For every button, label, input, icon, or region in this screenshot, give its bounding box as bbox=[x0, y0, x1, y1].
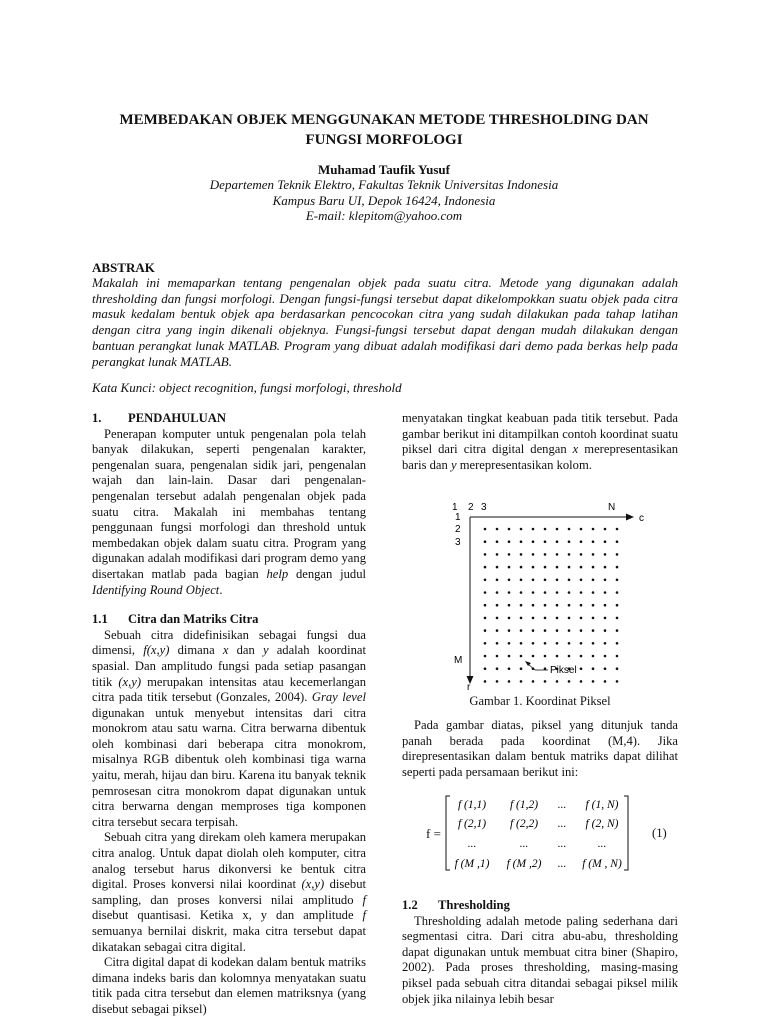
pixel-dot bbox=[592, 553, 595, 556]
pixel-dot bbox=[568, 553, 571, 556]
affiliation-line-1: Departemen Teknik Elektro, Fakultas Teknik Universitas Indonesia bbox=[209, 177, 559, 192]
pixel-dot bbox=[592, 591, 595, 594]
pixel-dot bbox=[496, 604, 499, 607]
col-label-2: 2 bbox=[468, 502, 474, 513]
pixel-dot bbox=[604, 604, 607, 607]
author-name: Muhamad Taufik Yusuf bbox=[318, 162, 450, 177]
pixel-dot bbox=[496, 680, 499, 683]
col-label-3: 3 bbox=[481, 502, 487, 513]
pixel-dot bbox=[508, 667, 511, 670]
matrix-cell: f (2,2) bbox=[509, 818, 539, 830]
text-run: Sebuah citra yang direkam oleh kamera merupakan citra analog. Untuk dapat diolah oleh komputer, citra analog tersebut harus dikonversi ke bentuk citra digital. Proses konversi nilai koordinat bbox=[92, 830, 366, 892]
pixel-dot bbox=[544, 629, 547, 632]
pixel-dot bbox=[484, 591, 487, 594]
pixel-dot bbox=[568, 579, 571, 582]
pixel-dot bbox=[604, 591, 607, 594]
pixel-dot bbox=[580, 591, 583, 594]
abstract-text: Makalah ini memaparkan tentang pengenalan objek pada suatu citra. Metode yang digunakan adalah thresholding dan fungsi morfologi. Dengan fungsi-fungsi tersebut dapat dikelompokkan suatu objek pada citra masuk kedalam bentuk objek apa berdasarkan pencocokan citra yang sudah dilakukan pada tahap latihan dengan citra yang ingin dikenali objeknya. Fungsi-fungsi tersebut dapat dengan mudah dilakukan dengan bantuan perangkat lunak MATLAB. Program yang dibuat adalah modifikasi dari demo pada berkas help pada perangkat lunak MATLAB. bbox=[92, 275, 678, 369]
pixel-dot bbox=[568, 655, 571, 658]
section-title: Thresholding bbox=[438, 898, 510, 912]
pixel-dot bbox=[496, 553, 499, 556]
pixel-dot bbox=[484, 667, 487, 670]
text-run: f bbox=[362, 892, 366, 907]
pixel-dot bbox=[496, 617, 499, 620]
pixel-dot bbox=[496, 591, 499, 594]
pixel-dot bbox=[484, 680, 487, 683]
pixel-dot bbox=[508, 579, 511, 582]
pixel-dot bbox=[496, 540, 499, 543]
pixel-dot bbox=[604, 553, 607, 556]
pixel-dot bbox=[616, 629, 619, 632]
matrix-cell: f (1, N) bbox=[585, 799, 619, 811]
pixel-dot bbox=[604, 667, 607, 670]
text-run: disebut quantisasi. Ketika x, y dan amplitude bbox=[92, 908, 363, 923]
matrix-cells bbox=[455, 799, 622, 870]
pixel-dot bbox=[556, 579, 559, 582]
pixel-dot bbox=[484, 579, 487, 582]
text-run: merepresentasikan baris dan bbox=[402, 442, 678, 472]
pixel-dot bbox=[592, 680, 595, 683]
pixel-dot bbox=[616, 667, 619, 670]
pixel-dot bbox=[556, 680, 559, 683]
pixel-dot bbox=[556, 617, 559, 620]
pixel-dot bbox=[616, 566, 619, 569]
pixel-dot bbox=[544, 642, 547, 645]
pixel-dot bbox=[484, 540, 487, 543]
pixel-dot bbox=[592, 655, 595, 658]
pixel-dot bbox=[580, 528, 583, 531]
pixel-dot bbox=[556, 604, 559, 607]
section-1-2-heading bbox=[402, 898, 678, 914]
pixel-dot bbox=[580, 566, 583, 569]
pixel-dot bbox=[592, 604, 595, 607]
pixel-dot bbox=[508, 680, 511, 683]
pixel-dot bbox=[508, 629, 511, 632]
pixel-dot bbox=[484, 629, 487, 632]
keywords: Kata Kunci: object recognition, fungsi morfologi, threshold bbox=[92, 380, 402, 395]
matrix-cell: ... bbox=[597, 838, 607, 850]
pixel-dot bbox=[604, 566, 607, 569]
pixel-dot bbox=[592, 642, 595, 645]
pixel-dot bbox=[568, 566, 571, 569]
title-line-1: MEMBEDAKAN OBJEK MENGGUNAKAN METODE THRESHOLDING DAN bbox=[119, 112, 649, 128]
text-run: merupakan intensitas atau kecemerlangan citra pada titik tersebut (Gonzales, 2004). bbox=[92, 674, 366, 705]
pixel-dot bbox=[520, 579, 523, 582]
pixel-dot bbox=[544, 680, 547, 683]
pixel-dot bbox=[616, 591, 619, 594]
pixel-dot bbox=[484, 642, 487, 645]
pixel-dot bbox=[604, 528, 607, 531]
text-run: semuanya bernilai diskrit, maka citra tersebut dapat dikatakan sebagai citra digital. bbox=[92, 924, 366, 954]
pixel-dot bbox=[508, 642, 511, 645]
pixel-dot bbox=[520, 540, 523, 543]
pixel-dot bbox=[604, 579, 607, 582]
pixel-dot bbox=[616, 617, 619, 620]
pixel-dot bbox=[496, 642, 499, 645]
paragraph: Thresholding adalah metode paling sederhana dari segmentasi citra. Dari citra abu-abu, thresholding dapat digunakan untuk membuat citra biner (Shapiro, 2002). Pada proses thresholding, masing-masing piksel pada sebuah citra ditandai sebagai piksel milik objek jika nilainya lebih besar bbox=[402, 913, 678, 1006]
paragraph: Pada gambar diatas, piksel yang ditunjuk tanda panah berada pada koordinat (M,4). Jika direpresentasikan dalam bentuk matriks dapat dilihat seperti pada persamaan berikut ini: bbox=[402, 718, 678, 779]
pixel-dot bbox=[616, 579, 619, 582]
pixel-dot bbox=[532, 642, 535, 645]
row-label-1: 1 bbox=[455, 512, 461, 523]
pixel-dot bbox=[544, 617, 547, 620]
pixel-dot bbox=[580, 617, 583, 620]
pixel-dot bbox=[616, 655, 619, 658]
text-run: merepresentasikan kolom. bbox=[456, 457, 592, 472]
pixel-dot bbox=[580, 680, 583, 683]
right-column-para-2 bbox=[402, 718, 678, 780]
section-number: 1.1 bbox=[92, 612, 108, 627]
pixel-dot bbox=[592, 540, 595, 543]
pixel-dot bbox=[592, 579, 595, 582]
pixel-dot bbox=[580, 667, 583, 670]
text-run: Identifying Round Object bbox=[92, 582, 220, 597]
pixel-dot bbox=[508, 553, 511, 556]
matrix-cell: ... bbox=[557, 858, 567, 870]
pixel-dot bbox=[484, 553, 487, 556]
pixel-dot bbox=[520, 604, 523, 607]
text-run: Penerapan komputer untuk pengenalan pola telah banyak dilakukan, seperti pengenalan karakter, pengenalan suara, pengenalan sidik jari, pengenalan wajah dan lain-lain. Dasar dari pengenalan-pengenalan tersebut adalah pengenalan objek pada suatu citra. Makalah ini membahas tentang penggunaan fungsi morfologi dan threshold untuk membedakan objek dalam suatu citra. Program yang digunakan adalah modifikasi dari program demo yang disertakan matlab pada bagian bbox=[92, 426, 366, 581]
column-axis-arrowhead bbox=[626, 514, 634, 521]
pixel-dot bbox=[592, 528, 595, 531]
pointer-arrowhead bbox=[525, 661, 531, 666]
pixel-dot bbox=[568, 528, 571, 531]
pixel-dot bbox=[532, 604, 535, 607]
pixel-dot bbox=[508, 566, 511, 569]
row-label-2: 2 bbox=[455, 524, 461, 535]
pixel-dot bbox=[508, 604, 511, 607]
right-column-intro bbox=[402, 411, 678, 473]
pixel-dot bbox=[604, 680, 607, 683]
pixel-dot bbox=[616, 642, 619, 645]
text-run: Sebuah citra didefinisikan sebagai fungsi dua dimensi, bbox=[92, 627, 366, 658]
pixel-dot bbox=[520, 566, 523, 569]
text-run: disebut sampling, dan proses konversi nilai amplitudo bbox=[92, 877, 366, 907]
pixel-label: Piksel bbox=[550, 665, 577, 676]
matrix-cell: f (M , N) bbox=[582, 858, 622, 870]
pixel-dot bbox=[556, 553, 559, 556]
paragraph bbox=[92, 628, 366, 831]
pixel-dot bbox=[592, 667, 595, 670]
pixel-dot bbox=[604, 642, 607, 645]
col-label-n: N bbox=[608, 502, 616, 513]
pixel-dot bbox=[616, 528, 619, 531]
pixel-dot bbox=[556, 540, 559, 543]
pixel-dot bbox=[484, 528, 487, 531]
pixel-coordinate-figure bbox=[440, 496, 660, 692]
text-run: f bbox=[362, 908, 366, 923]
pixel-dot bbox=[568, 629, 571, 632]
author-email: E-mail: klepitom@yahoo.com bbox=[305, 208, 463, 223]
pixel-dot bbox=[496, 566, 499, 569]
pixel-dot bbox=[580, 655, 583, 658]
pixel-dot bbox=[496, 629, 499, 632]
pixel-dot bbox=[544, 540, 547, 543]
text-run: . bbox=[219, 582, 223, 597]
pixel-dot bbox=[604, 540, 607, 543]
left-bracket bbox=[446, 796, 450, 870]
matrix-cell: ... bbox=[557, 799, 567, 811]
right-column-section-1-2 bbox=[402, 898, 678, 1007]
pixel-dot bbox=[580, 553, 583, 556]
matrix-cell: ... bbox=[557, 838, 567, 850]
pixel-dot bbox=[520, 642, 523, 645]
col-label-1: 1 bbox=[452, 502, 458, 513]
section-1-heading bbox=[92, 411, 366, 427]
text-run: Gray level bbox=[311, 690, 366, 705]
section-number: 1. bbox=[92, 411, 102, 425]
abstract-heading: ABSTRAK bbox=[92, 260, 155, 275]
pixel-dot bbox=[520, 591, 523, 594]
pixel-dot bbox=[592, 617, 595, 620]
row-label-m: M bbox=[454, 655, 463, 666]
pixel-dot bbox=[568, 540, 571, 543]
text-run: dimana bbox=[169, 643, 223, 658]
right-bracket bbox=[624, 796, 628, 870]
pixel-dot bbox=[580, 642, 583, 645]
pixel-dot bbox=[520, 553, 523, 556]
pixel-dot bbox=[580, 540, 583, 543]
pixel-dot bbox=[568, 604, 571, 607]
pixel-dot bbox=[604, 617, 607, 620]
equation-number: (1) bbox=[652, 826, 667, 840]
pixel-dot bbox=[496, 528, 499, 531]
pixel-dot bbox=[616, 540, 619, 543]
pixel-dot bbox=[592, 566, 595, 569]
paragraph bbox=[92, 427, 366, 599]
pixel-dot bbox=[568, 642, 571, 645]
pixel-dot bbox=[544, 655, 547, 658]
pixel-dot bbox=[544, 528, 547, 531]
matrix-cell: f (2, N) bbox=[585, 818, 619, 830]
pixel-dot bbox=[544, 591, 547, 594]
section-1-1-heading bbox=[92, 612, 366, 628]
pixel-dot bbox=[508, 528, 511, 531]
pixel-dot bbox=[520, 629, 523, 632]
pixel-dot bbox=[592, 629, 595, 632]
paper-title bbox=[60, 110, 708, 150]
text-run: x bbox=[572, 442, 579, 457]
pixel-dot bbox=[568, 680, 571, 683]
col-axis-label: c bbox=[639, 513, 644, 524]
pixel-grid bbox=[484, 528, 619, 683]
pixel-dot bbox=[580, 604, 583, 607]
matrix-equation bbox=[444, 794, 638, 872]
section-title: Citra dan Matriks Citra bbox=[128, 612, 259, 627]
matrix-cell: ... bbox=[557, 818, 567, 830]
pixel-dot bbox=[556, 591, 559, 594]
pixel-dot bbox=[580, 579, 583, 582]
pixel-dot bbox=[508, 591, 511, 594]
text-run: y bbox=[450, 457, 457, 472]
pixel-dot bbox=[532, 528, 535, 531]
matrix-cell: ... bbox=[467, 838, 477, 850]
pixel-dot bbox=[544, 553, 547, 556]
pixel-dot bbox=[484, 617, 487, 620]
section-title: PENDAHULUAN bbox=[128, 411, 226, 425]
pixel-dot bbox=[544, 579, 547, 582]
matrix-cell: ... bbox=[519, 838, 529, 850]
title-line-2: FUNGSI MORFOLOGI bbox=[305, 132, 463, 148]
text-run: menyatakan tingkat keabuan pada titik tersebut. Pada gambar berikut ini ditampilkan contoh koordinat suatu piksel dari citra digital dengan bbox=[402, 411, 678, 457]
affiliation-line-2: Kampus Baru UI, Depok 16424, Indonesia bbox=[272, 192, 496, 208]
pixel-dot bbox=[520, 528, 523, 531]
text-run: (x,y) bbox=[118, 674, 142, 689]
matrix-cell: f (2,1) bbox=[457, 818, 487, 830]
text-run: f(x,y) bbox=[143, 643, 170, 658]
matrix-cell: f (1,1) bbox=[457, 799, 487, 811]
pixel-dot bbox=[484, 604, 487, 607]
pixel-dot bbox=[508, 540, 511, 543]
pixel-dot bbox=[496, 579, 499, 582]
pixel-dot bbox=[520, 617, 523, 620]
figure-caption: Gambar 1. Koordinat Piksel bbox=[469, 694, 611, 708]
paragraph bbox=[92, 830, 366, 955]
paragraph bbox=[402, 411, 678, 473]
pixel-dot bbox=[520, 667, 523, 670]
pixel-dot bbox=[616, 553, 619, 556]
pixel-dot bbox=[616, 680, 619, 683]
pixel-dot bbox=[520, 655, 523, 658]
pixel-dot bbox=[532, 629, 535, 632]
pixel-dot bbox=[532, 566, 535, 569]
matrix-cell: f (M ,1) bbox=[454, 858, 490, 870]
pixel-dot bbox=[544, 604, 547, 607]
text-run: (x,y) bbox=[301, 877, 325, 892]
section-number: 1.2 bbox=[402, 898, 418, 912]
matrix-cell: f (1,2) bbox=[509, 799, 539, 811]
pixel-dot bbox=[496, 667, 499, 670]
pixel-dot bbox=[508, 655, 511, 658]
pixel-dot bbox=[508, 617, 511, 620]
pixel-dot bbox=[484, 566, 487, 569]
pixel-dot bbox=[532, 617, 535, 620]
affiliation bbox=[60, 177, 708, 224]
pixel-dot bbox=[568, 591, 571, 594]
pixel-dot bbox=[604, 655, 607, 658]
equation-lhs: f = bbox=[426, 826, 441, 841]
pixel-dot bbox=[568, 617, 571, 620]
row-axis-label: r bbox=[467, 682, 471, 692]
text-run: dan bbox=[228, 643, 263, 658]
pixel-dot bbox=[616, 604, 619, 607]
pixel-dot bbox=[556, 528, 559, 531]
pixel-dot bbox=[532, 655, 535, 658]
pixel-dot bbox=[604, 629, 607, 632]
pixel-dot bbox=[556, 655, 559, 658]
pixel-dot bbox=[544, 566, 547, 569]
pixel-dot bbox=[580, 629, 583, 632]
text-run: digunakan untuk menyebut intensitas dari citra monokrom atau satu warna. Citra berwarna dibentuk oleh kombinasi dari beberapa citra monokrom, misalnya RGB dibentuk oleh kombinasi tiga warna yaitu, merah, hijau dan biru. Karena itu banyak teknik pemrosesan citra monokrom dapat digunakan untuk citra berwarna dengan memproses tiga komponen citra tersebut secara terpisah. bbox=[92, 705, 366, 829]
text-run: y bbox=[262, 643, 269, 658]
text-run: help bbox=[266, 566, 289, 581]
pixel-dot bbox=[484, 655, 487, 658]
pixel-dot bbox=[520, 680, 523, 683]
left-column bbox=[92, 411, 366, 1018]
pixel-dot bbox=[532, 540, 535, 543]
pixel-dot bbox=[532, 680, 535, 683]
pixel-dot bbox=[556, 629, 559, 632]
pixel-dot bbox=[496, 655, 499, 658]
text-run: adalah koordinat spasial. Dan amplitudo fungsi pada setiap pasangan titik bbox=[92, 643, 366, 689]
pixel-dot bbox=[556, 566, 559, 569]
row-label-3: 3 bbox=[455, 537, 461, 548]
paragraph: Citra digital dapat di kodekan dalam bentuk matriks dimana indeks baris dan kolomnya menyatakan suatu titik pada citra tersebut dan elemen matriksnya (yang disebut sebagai piksel) bbox=[92, 955, 366, 1016]
pixel-dot bbox=[532, 553, 535, 556]
pixel-dot bbox=[556, 642, 559, 645]
pixel-dot bbox=[532, 591, 535, 594]
matrix-cell: f (M ,2) bbox=[506, 858, 542, 870]
text-run: x bbox=[222, 643, 229, 658]
pixel-dot bbox=[532, 579, 535, 582]
text-run: dengan judul bbox=[288, 566, 366, 581]
